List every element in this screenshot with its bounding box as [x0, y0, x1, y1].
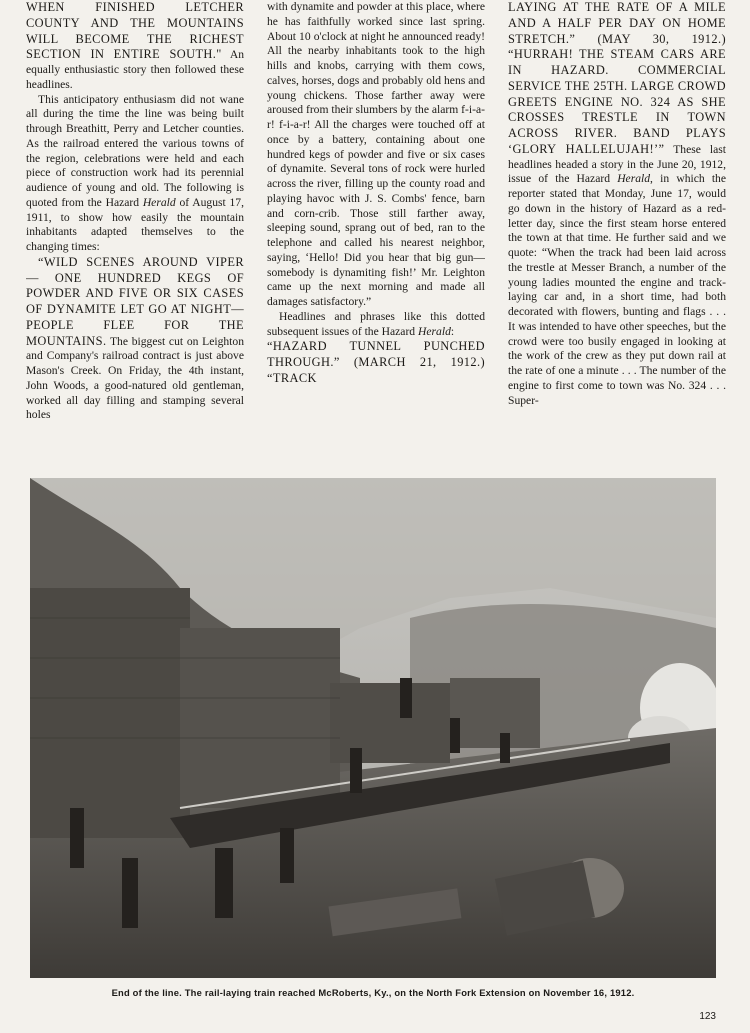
headline-text: LAYING AT THE RATE OF A MILE AND A HALF PER DAY ON HOME STRETCH.” (MAY 30, 1912.) “HURRAH! THE STEAM CARS ARE IN HAZARD. COMMERCIAL SERVICE THE 25TH. LARGE CROWD GREETS ENGINE NO. 324 AS SHE CROSSES TRESTLE IN TOWN ACROSS RIVER. BAND PLAYS ‘GLORY HALLELUJAH!’”: [508, 0, 726, 156]
newspaper-name: Herald: [142, 195, 176, 209]
paragraph: [267, 310, 485, 340]
photo-caption: End of the line. The rail-laying train reached McRoberts, Ky., on the North Fork Extension on November 16, 1912.: [111, 987, 635, 998]
body-text: :: [450, 324, 455, 338]
paragraph: [26, 255, 244, 423]
paragraph: [26, 93, 244, 255]
body-text: The biggest cut on Leighton and Company's railroad contract is just above Mason's Creek. On Friday, the 4th instant, John Woods, a good-natured old gentleman, worked all day filling and stamping several holes: [26, 334, 244, 422]
body-text: Headlines and phrases like this dotted subsequent issues of the Hazard: [267, 309, 485, 338]
photo-illustration: [30, 478, 716, 978]
body-text: with dynamite and powder at this place, where he has faithfully worked since last spring. About 10 o'clock at night he announced ready! All the nearby inhabitants took to the high hills and knobs, carrying with them cows, calves, horses, dogs and probably old hens and young chickens. Those farther away were aroused from their slumbers by the alarm f-i-a-r! f-i-a-r! All the charges were touched off at once by a battery, containing about one hundred kegs of powder and five or six cases of dynamite. Several tons of rock were hurled across the river, filling up the county road and playing havoc with J. S. Combs' fence, barn and corn-crib. Those still farther away, sleeping sound, sprang out of bed, ran to the telephone and called his nearest neighbor, saying, ‘Hello! Did you hear that big gun—somebody is dynamiting fish!’ Mr. Leighton came up the next morning and made all damages satisfactory.”: [267, 0, 485, 308]
newspaper-name: Herald: [617, 172, 651, 186]
column-2: [267, 0, 485, 462]
headline-text: WHEN FINISHED LETCHER COUNTY AND THE MOUNTAINS WILL BECOME THE RICHEST SECTION IN ENTIRE SOUTH.": [26, 0, 244, 62]
text-columns: [26, 0, 726, 462]
page-number: 123: [699, 1011, 716, 1022]
paragraph: [508, 0, 726, 408]
body-text: These last headlines headed a story in the June 20, 1912, issue of the Hazard: [508, 142, 726, 186]
body-text: An equally enthusiastic story then followed these headlines.: [26, 48, 244, 91]
newspaper-name: Herald: [418, 324, 451, 338]
column-1: [26, 0, 244, 462]
paragraph: [267, 0, 485, 310]
paragraph: [26, 0, 244, 93]
body-text: This anticipatory enthusiasm did not wane all during the time the line was being built through Breathitt, Perry and Letcher counties. As the railroad entered the various towns of the region, celebrations were held and each piece of construction work had its perennial audience of young and old. The following is quoted from the Hazard: [26, 92, 244, 209]
headline-text: “HAZARD TUNNEL PUNCHED THROUGH.” (MARCH 21, 1912.) “TRACK: [267, 339, 485, 385]
column-3: [508, 0, 726, 462]
railroad-photo: [30, 478, 716, 978]
headline-text: “WILD SCENES AROUND VIPER — ONE HUNDRED KEGS OF POWDER AND FIVE OR SIX CASES OF DYNAMITE LET GO AT NIGHT—PEOPLE FLEE FOR THE MOUNTAINS.: [26, 254, 244, 348]
paragraph: [267, 339, 485, 386]
body-text: , in which the reporter stated that Monday, June 17, would go down in the history of Hazard as a red-letter day, since the first steam horse entered the town at that time. He further said and we quote: “When the track had been laid across the trestle at Messer Branch, a number of the young ladies mounted the engine and track-laying car and, in a short time, had both decorated with flowers, bunting and flags . . . It was intended to have other speeches, but the crowd were too busily engaged in looking at the work of the crew as they put down rail at the rate of one a minute . . . The number of the engine to first come to town was No. 324 . . . Super-: [508, 172, 726, 407]
body-text: of August 17, 1911, to show how easily the mountain inhabitants adapted themselves to the changing times:: [26, 195, 244, 253]
